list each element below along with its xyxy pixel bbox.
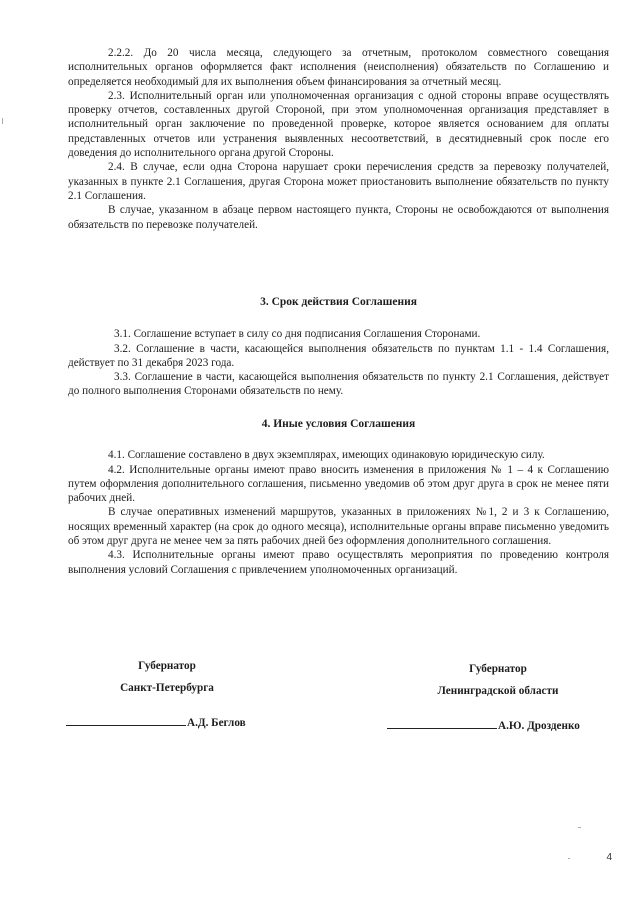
section-4-heading: 4. Иные условия Соглашения [261, 418, 416, 430]
scan-mark [578, 827, 581, 828]
left-signatory-title [92, 655, 242, 699]
paragraph-2-3: 2.3. Исполнительный орган или уполномоченная организация с одной стороны вправе осуществлять проверку отчетов, составленных другой Стороной, при этом уполномоченная организация представляет в исполнительный орган заключение по проведенной проверке, которое является основанием для оплаты представленных отчетов или устранения выявленных несоответствий, в десятидневный срок после его доведения до исполнительного органа другой Стороны. [68, 89, 609, 160]
paragraph-4-2: 4.2. Исполнительные органы имеют право вносить изменения в приложения № 1 – 4 к Соглашению путем оформления дополнительного соглашения, письменно уведомив об этом друг друга в срок не менее пяти рабочих дней. [68, 463, 609, 505]
scan-mark [568, 858, 570, 859]
paragraph-3-1: 3.1. Соглашение вступает в силу со дня подписания Соглашения Сторонами. [114, 328, 481, 341]
left-signatory-name: А.Д. Беглов [187, 717, 246, 729]
paragraph-4-1: 4.1. Соглашение составлено в двух экземплярах, имеющих одинаковую юридическую силу. [108, 449, 545, 462]
left-signature-line [66, 714, 246, 729]
section-3-heading: 3. Срок действия Соглашения [260, 296, 417, 308]
section-4 [68, 417, 609, 577]
right-signature-line [387, 717, 580, 732]
top-paragraphs [68, 46, 609, 232]
paragraph-4-3: 4.3. Исполнительные органы имеют право осуществлять мероприятия по проведению контроля выполнения условий Соглашения с привлечением уполномоченных организаций. [68, 549, 609, 576]
paragraph-3-2: 3.2. Соглашение в части, касающейся выполнения обязательств по пунктам 1.1 - 1.4 Соглашения, действует по 31 декабря 2023 года. [68, 342, 609, 369]
paragraph-3-3: 3.3. Соглашение в части, касающейся выполнения обязательств по пункту 2.1 Соглашения, действует до полного выполнения Сторонами обязательств по нему. [68, 371, 609, 398]
scan-mark [2, 118, 3, 124]
right-signatory-title [413, 658, 583, 702]
left-signature-blank [66, 714, 186, 726]
section-3 [68, 295, 609, 399]
right-signatory-name: А.Ю. Дрозденко [498, 720, 580, 732]
right-signature-blank [387, 717, 497, 729]
left-signatory-position: Губернатор [138, 660, 196, 672]
paragraph-2-4: 2.4. В случае, если одна Сторона нарушает сроки перечисления средств за перевозку получателей, указанных в пункте 2.1 Соглашения, другая Сторона может приостановить выполнение обязательств по пункту 2.1 Соглашения. [68, 161, 609, 202]
paragraph-4-2-second: В случае оперативных изменений маршрутов, указанных в приложениях №1, 2 и 3 к Соглашению, носящих временный характер (на срок до одного месяца), исполнительные органы вправе письменно уведомить об этом друг друга не менее чем за пять рабочих дней без оформления дополнительного соглашения. [68, 506, 609, 548]
page-number: 4 [606, 852, 612, 863]
paragraph-2-4-second: В случае, указанном в абзаце первом настоящего пункта, Стороны не освобождаются от выполнения обязательств по перевозке получателей. [68, 204, 609, 231]
paragraph-2-2-2: 2.2.2. До 20 числа месяца, следующего за отчетным, протоколом совместного совещания исполнительных органов оформляется факт исполнения (неисполнения) обязательств по Соглашению и определяется необходимый для их выполнения объем финансирования за отчетный месяц. [68, 47, 609, 88]
left-signatory-region: Санкт-Петербурга [120, 682, 214, 694]
right-signatory-position: Губернатор [469, 663, 527, 675]
right-signatory-region: Ленинградской области [437, 685, 559, 697]
